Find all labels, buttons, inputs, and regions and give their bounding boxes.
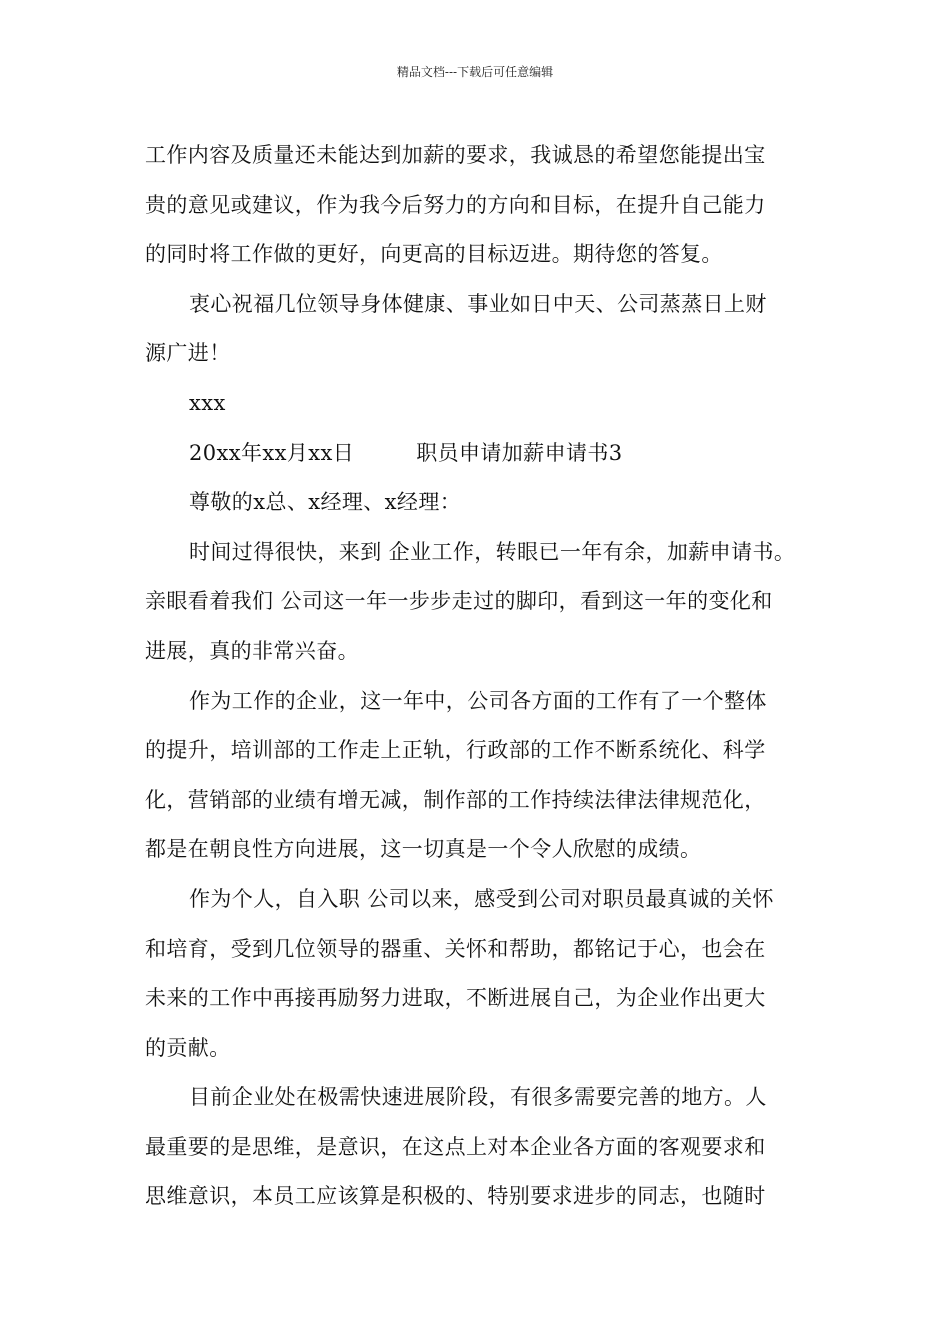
text-line: 和培育，受到几位领导的器重、关怀和帮助，都铭记于心，也会在	[145, 936, 766, 961]
text-line: 亲眼看着我们 公司这一年一步步走过的脚印，看到这一年的变化和	[145, 589, 773, 614]
text-line: 源广进！	[145, 341, 231, 366]
text-line: 未来的工作中再接再励努力进取，不断进展自己，为企业作出更大	[145, 986, 766, 1011]
text-line: 的同时将工作做的更好，向更高的目标迈进。期待您的答复。	[145, 242, 723, 267]
date-and-title-line	[145, 429, 810, 479]
text-line: 作为个人，自入职 公司以来，感受到公司对职员最真诚的关怀	[189, 886, 774, 911]
text-line: 衷心祝福几位领导身体健康、事业如日中天、公司蒸蒸日上财	[189, 291, 767, 316]
text-line: 的贡献。	[145, 1035, 231, 1060]
text-line: 最重要的是思维，是意识，在这点上对本企业各方面的客观要求和	[145, 1134, 766, 1159]
text-line: 目前企业处在极需快速进展阶段，有很多需要完善的地方。人	[189, 1085, 767, 1110]
salutation: 尊敬的x总、x经理、x经理：	[189, 490, 462, 515]
text-line: 思维意识，本员工应该算是积极的、特别要求进步的同志，也随时	[145, 1184, 766, 1209]
text-line: 化，营销部的业绩有增无减，制作部的工作持续法律法律规范化，	[145, 787, 766, 812]
text-line: 都是在朝良性方向进展，这一切真是一个令人欣慰的成绩。	[145, 837, 702, 862]
text-line: 贵的意见或建议，作为我今后努力的方向和目标，在提升自己能力	[145, 192, 766, 217]
text-line: 时间过得很快，来到 企业工作，转眼已一年有余，加薪申请书。	[189, 539, 796, 564]
text-line: 作为工作的企业，这一年中，公司各方面的工作有了一个整体	[189, 688, 767, 713]
page-header: 精品文档---下载后可任意编辑	[396, 65, 554, 79]
text-line: 工作内容及质量还未能达到加薪的要求，我诚恳的希望您能提出宝	[145, 143, 766, 167]
signature-name: xxx	[189, 390, 226, 415]
date-text: 20xx年xx月xx日	[189, 440, 355, 465]
text-line: 的提升，培训部的工作走上正轨，行政部的工作不断系统化、科学	[145, 738, 766, 763]
document-body	[145, 131, 810, 1222]
section-title: 职员申请加薪申请书3	[416, 440, 623, 465]
text-line: 进展，真的非常兴奋。	[145, 638, 359, 663]
